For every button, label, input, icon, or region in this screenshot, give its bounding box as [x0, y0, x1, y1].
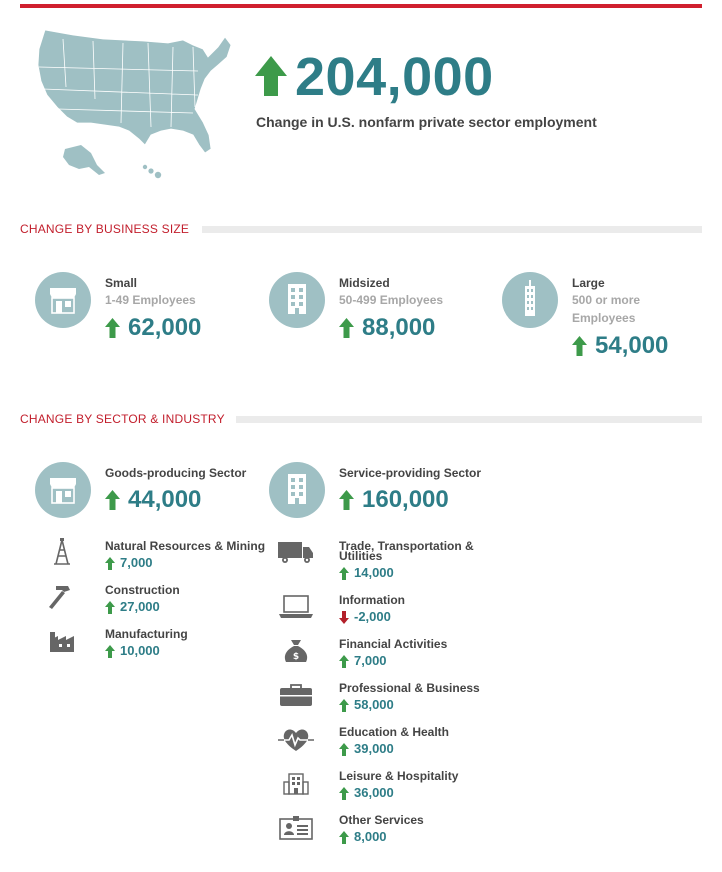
- natural-resources-value: 7,000: [120, 555, 153, 570]
- trade-value-row: [339, 565, 394, 581]
- large-range-line2: Employees: [572, 311, 636, 325]
- goods-sector-label: Goods-producing Sector: [105, 466, 247, 480]
- arrow-up-icon: [105, 645, 115, 658]
- financial-label: Financial Activities: [339, 637, 448, 651]
- leisure-label: Leisure & Hospitality: [339, 769, 459, 783]
- midsized-value-row: [339, 314, 435, 342]
- financial-value: 7,000: [354, 653, 387, 668]
- education-value-row: [339, 741, 394, 757]
- arrow-up-icon: [105, 601, 115, 614]
- hotel-icon: [276, 768, 316, 800]
- oil-derrick-icon: [42, 536, 82, 568]
- information-value-row: [339, 609, 391, 625]
- service-building-icon: [269, 462, 325, 518]
- arrow-up-icon: [339, 787, 349, 800]
- trade-label-line1: Trade, Transportation &: [339, 539, 474, 553]
- manufacturing-value: 10,000: [120, 643, 160, 658]
- sector-divider: [236, 416, 702, 423]
- large-value: 54,000: [595, 332, 669, 359]
- arrow-up-icon: [339, 743, 349, 756]
- arrow-up-icon: [339, 699, 349, 712]
- us-map-icon: [33, 27, 233, 187]
- arrow-up-icon: [339, 490, 354, 510]
- business-size-title: CHANGE BY BUSINESS SIZE: [20, 222, 190, 236]
- storefront-icon: [35, 272, 91, 328]
- truck-icon: [276, 536, 316, 568]
- office-building-icon: [269, 272, 325, 328]
- hammer-icon: [42, 582, 82, 614]
- construction-label: Construction: [105, 583, 180, 597]
- id-card-icon: [276, 812, 316, 844]
- manufacturing-label: Manufacturing: [105, 627, 188, 641]
- laptop-icon: [276, 592, 316, 624]
- business-size-divider: [202, 226, 702, 233]
- sector-title: CHANGE BY SECTOR & INDUSTRY: [20, 412, 225, 426]
- briefcase-icon: [276, 680, 316, 712]
- arrow-up-icon: [339, 831, 349, 844]
- arrow-down-icon: [339, 611, 349, 624]
- manufacturing-value-row: [105, 643, 160, 659]
- arrow-up-icon: [105, 490, 120, 510]
- factory-icon: [42, 626, 82, 658]
- headline-arrow-up-icon: [255, 56, 287, 101]
- trade-label-line2: Utilities: [339, 549, 383, 563]
- top-accent-bar: [20, 4, 702, 8]
- education-value: 39,000: [354, 741, 394, 756]
- small-label: Small: [105, 276, 138, 290]
- service-value-row: [339, 486, 449, 514]
- arrow-up-icon: [572, 336, 587, 356]
- other-services-value: 8,000: [354, 829, 387, 844]
- small-value-row: [105, 314, 201, 342]
- heart-pulse-icon: [276, 724, 316, 756]
- service-sector-label: Service-providing Sector: [339, 466, 482, 480]
- information-value: -2,000: [354, 609, 391, 624]
- arrow-up-icon: [339, 567, 349, 580]
- svg-text:$: $: [292, 652, 300, 662]
- leisure-value-row: [339, 785, 394, 801]
- arrow-up-icon: [105, 318, 120, 338]
- goods-storefront-icon: [35, 462, 91, 518]
- other-services-value-row: [339, 829, 387, 845]
- leisure-value: 36,000: [354, 785, 394, 800]
- financial-value-row: [339, 653, 387, 669]
- large-range-line1: 500 or more: [572, 293, 641, 307]
- trade-value: 14,000: [354, 565, 394, 580]
- natural-resources-label: Natural Resources & Mining: [105, 539, 266, 553]
- education-label: Education & Health: [339, 725, 450, 739]
- professional-value-row: [339, 697, 394, 713]
- headline-value: 204,000: [295, 47, 494, 107]
- goods-value: 44,000: [128, 486, 202, 513]
- arrow-up-icon: [339, 318, 354, 338]
- small-value: 62,000: [128, 314, 202, 341]
- small-range: 1-49 Employees: [105, 293, 196, 307]
- midsized-range: 50-499 Employees: [339, 293, 444, 307]
- service-value: 160,000: [362, 486, 449, 513]
- goods-value-row: [105, 486, 201, 514]
- midsized-label: Midsized: [339, 276, 390, 290]
- natural-resources-value-row: [105, 555, 153, 571]
- money-bag-icon: [276, 636, 316, 668]
- midsized-value: 88,000: [362, 314, 436, 341]
- construction-value-row: [105, 599, 160, 615]
- other-services-label: Other Services: [339, 813, 424, 827]
- headline-label: Change in U.S. nonfarm private sector employment: [256, 114, 597, 130]
- large-label: Large: [572, 276, 605, 290]
- information-label: Information: [339, 593, 405, 607]
- skyscraper-icon: [502, 272, 558, 328]
- arrow-up-icon: [105, 557, 115, 570]
- professional-label: Professional & Business: [339, 681, 480, 695]
- large-value-row: [572, 332, 668, 360]
- construction-value: 27,000: [120, 599, 160, 614]
- professional-value: 58,000: [354, 697, 394, 712]
- arrow-up-icon: [339, 655, 349, 668]
